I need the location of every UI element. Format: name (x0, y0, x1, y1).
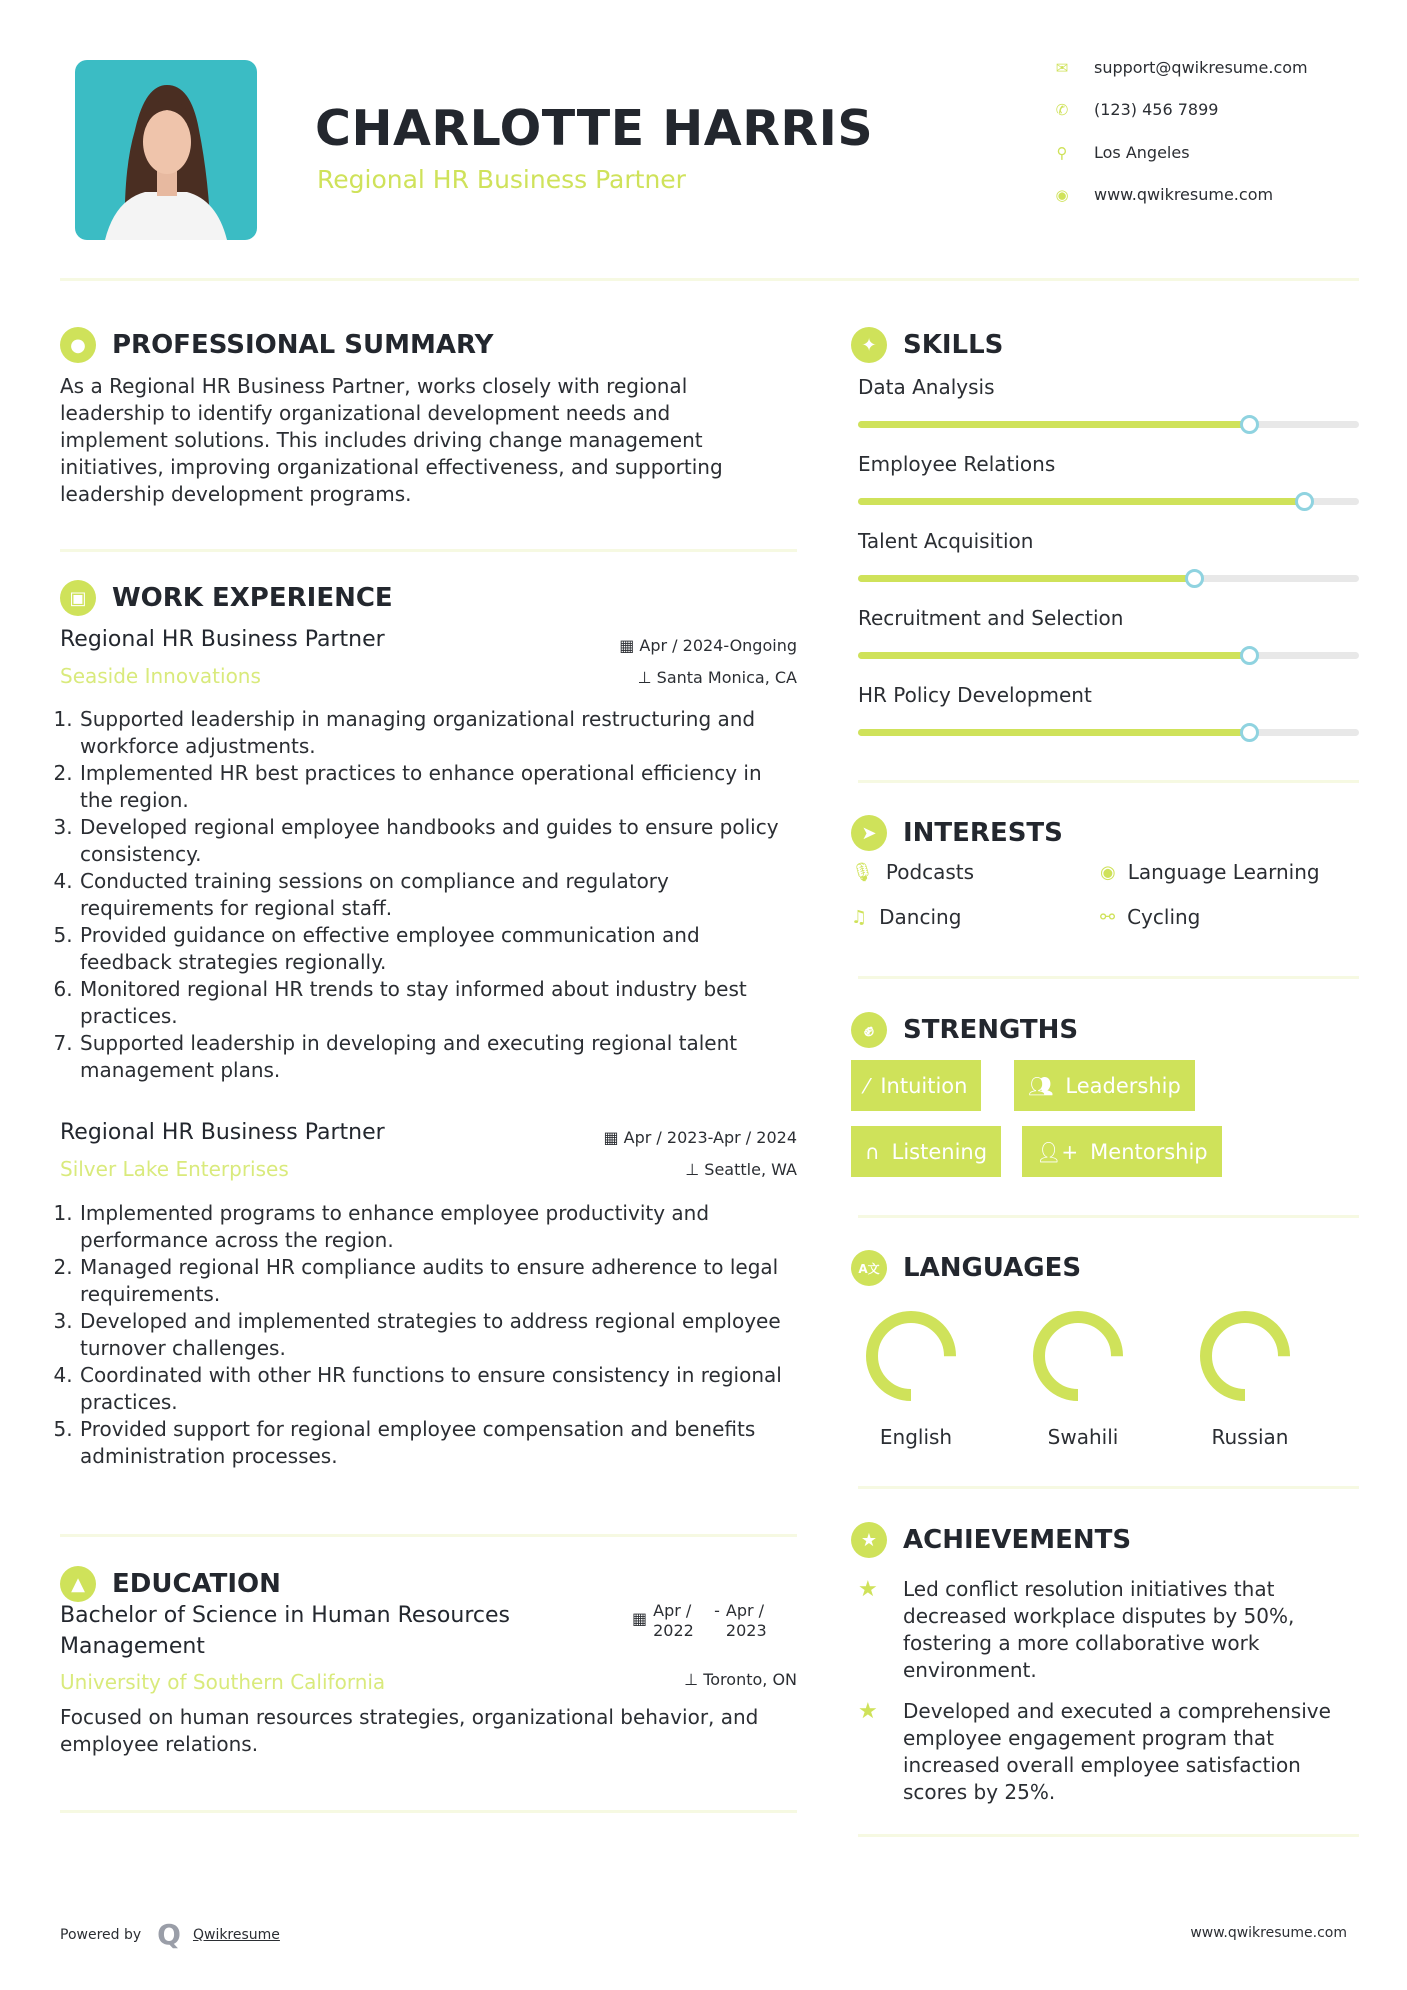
skill-label: HR Policy Development (858, 683, 1092, 707)
bullet-item: 4. Coordinated with other HR functions to ensure consistency in regional practices. (79, 1362, 797, 1416)
phone-icon: ✆ (1055, 100, 1069, 119)
language-label: English (879, 1425, 953, 1449)
contact-email[interactable] (1052, 58, 1308, 77)
skill-bar-knob (1240, 646, 1259, 665)
user-icon: ● (60, 327, 96, 363)
section-divider (858, 780, 1359, 783)
education-start: Apr / 2022 (653, 1601, 694, 1640)
paper-plane-icon: ➤ (851, 815, 887, 851)
envelope-icon: ✉ (1055, 58, 1069, 77)
map-pin-icon: ⚲ (1056, 143, 1068, 162)
language-ring (1028, 1306, 1128, 1406)
interest-label: Cycling (1127, 905, 1201, 929)
interest-label: Dancing (879, 905, 962, 929)
globe-icon: ◉ (1100, 861, 1116, 883)
briefcase-icon: ▣ (60, 580, 96, 616)
bullet-item: 1. Supported leadership in managing organizational restructuring and workforce adjustments. (79, 706, 797, 760)
job-location-text: Santa Monica, CA (656, 668, 797, 687)
bullet-item: 3. Developed regional employee handbooks and guides to ensure policy consistency. (79, 814, 797, 868)
bullet-item: 7. Supported leadership in developing and executing regional talent management plans. (79, 1030, 797, 1084)
education-dates (632, 1601, 781, 1641)
skill-bar-fill (858, 729, 1249, 736)
bullet-item: 2. Managed regional HR compliance audits to ensure adherence to legal requirements. (79, 1254, 797, 1308)
languages-heading-text: LANGUAGES (903, 1253, 1082, 1283)
skill-bar-fill (858, 575, 1194, 582)
lightbulb-icon: ✦ (851, 327, 887, 363)
pushpin-icon: ⊥ (637, 668, 657, 687)
interests-heading (851, 815, 1063, 851)
skill-bar-fill (858, 652, 1249, 659)
job-bullets (60, 1200, 797, 1470)
translate-icon: A文 (851, 1250, 887, 1286)
skill-label: Recruitment and Selection (858, 606, 1124, 630)
language-label: Swahili (1047, 1425, 1119, 1449)
job-location (638, 668, 797, 687)
skill-bar (858, 575, 1359, 582)
skill-bar-knob (1240, 723, 1259, 742)
education-location (684, 1670, 797, 1689)
contact-website[interactable] (1052, 185, 1273, 204)
star-badge-icon: ★ (851, 1522, 887, 1558)
skills-heading (851, 327, 1003, 363)
pushpin-icon: ⊥ (684, 1670, 704, 1689)
bullet-item: 1. Implemented programs to enhance employee productivity and performance across the region. (79, 1200, 797, 1254)
candidate-title: Regional HR Business Partner (317, 165, 686, 194)
education-location-text: Toronto, ON (703, 1670, 797, 1689)
calendar-icon: ▦ (603, 1128, 624, 1147)
graduation-icon: ▲ (60, 1566, 96, 1602)
section-divider (858, 1834, 1359, 1837)
section-divider (858, 976, 1359, 979)
globe-icon: ◉ (1055, 185, 1069, 204)
section-divider (60, 1810, 797, 1813)
section-divider (60, 1534, 797, 1537)
language-ring (861, 1306, 961, 1406)
contact-email-text: support@qwikresume.com (1094, 58, 1308, 77)
star-icon: ★ (858, 1699, 878, 1724)
education-heading-text: EDUCATION (112, 1569, 281, 1599)
skill-label: Talent Acquisition (858, 529, 1034, 553)
interest-item (851, 905, 961, 929)
qwikresume-logo-icon: Q (157, 1918, 181, 1951)
contact-phone-text: (123) 456 7899 (1094, 100, 1219, 119)
interest-item (1100, 905, 1200, 929)
interests-heading-text: INTERESTS (903, 818, 1063, 848)
strengths-heading (851, 1012, 1078, 1048)
language-ring-arc (1039, 1317, 1117, 1395)
profile-photo (75, 60, 257, 240)
achievements-heading-text: ACHIEVEMENTS (903, 1525, 1132, 1555)
bullet-item: 2. Implemented HR best practices to enhance operational efficiency in the region. (79, 760, 797, 814)
footer-url[interactable]: www.qwikresume.com (1190, 1925, 1347, 1941)
qwikresume-link[interactable]: Qwikresume (192, 1926, 280, 1943)
headphones-icon: ∩ (865, 1139, 880, 1164)
job-company: Seaside Innovations (60, 664, 261, 688)
language-label: Russian (1211, 1425, 1289, 1449)
job-dates (603, 1128, 797, 1147)
job-title: Regional HR Business Partner (60, 627, 385, 652)
contact-location-text: Los Angeles (1094, 143, 1190, 162)
star-icon: ★ (858, 1577, 878, 1602)
job-location (685, 1160, 797, 1179)
strength-chip (1022, 1126, 1222, 1177)
powered-by-text: Powered by (60, 1926, 142, 1943)
job-bullets (60, 706, 797, 1084)
calendar-icon: ▦ (632, 1609, 648, 1628)
degree: Bachelor of Science in Human Resources Management (60, 1603, 510, 1659)
pushpin-icon: ⊥ (685, 1160, 705, 1179)
skill-label: Data Analysis (858, 375, 995, 399)
strength-label: Leadership (1065, 1073, 1181, 1098)
contact-website-text: www.qwikresume.com (1094, 185, 1274, 204)
interest-item (851, 860, 974, 884)
achievement-item (858, 1698, 1358, 1806)
interest-label: Podcasts (885, 860, 975, 884)
users-icon: 👥︎ (1028, 1073, 1054, 1098)
candidate-name: CHARLOTTE HARRIS (315, 100, 874, 157)
language-ring-arc (1206, 1317, 1284, 1395)
skill-bar (858, 498, 1359, 505)
section-divider (60, 549, 797, 552)
calendar-icon: ▦ (619, 636, 640, 655)
skill-bar (858, 652, 1359, 659)
strengths-heading-text: STRENGTHS (903, 1015, 1079, 1045)
bullet-item: 5. Provided support for regional employee compensation and benefits administration processes. (79, 1416, 797, 1470)
skill-bar-fill (858, 421, 1249, 428)
job-company: Silver Lake Enterprises (60, 1157, 289, 1181)
skill-bar (858, 421, 1359, 428)
achievement-item (858, 1576, 1358, 1684)
section-divider (858, 1215, 1359, 1218)
skill-bar-fill (858, 498, 1304, 505)
summary-heading-text: PROFESSIONAL SUMMARY (112, 330, 494, 360)
contact-location (1052, 143, 1190, 162)
skill-label: Employee Relations (858, 452, 1056, 476)
job-dates-text: Apr / 2023-Apr / 2024 (623, 1128, 797, 1147)
achievements-heading (851, 1522, 1131, 1558)
date-separator: - (714, 1601, 720, 1620)
header-divider (60, 278, 1359, 281)
job-location-text: Seattle, WA (704, 1160, 797, 1179)
experience-heading-text: WORK EXPERIENCE (112, 583, 393, 613)
experience-heading (60, 580, 393, 616)
skill-bar (858, 729, 1359, 736)
bullet-item: 3. Developed and implemented strategies to address regional employee turnover challenges. (79, 1308, 797, 1362)
skill-bar-knob (1185, 569, 1204, 588)
music-note-icon: ♫ (851, 906, 868, 928)
bullet-item: 4. Conducted training sessions on compliance and regulatory requirements for regional staff. (79, 868, 797, 922)
language-ring-arc (872, 1317, 950, 1395)
strength-label: Listening (891, 1139, 988, 1164)
user-plus-icon: 👤︎+ (1036, 1139, 1079, 1164)
job-dates-text: Apr / 2024-Ongoing (639, 636, 797, 655)
job-title: Regional HR Business Partner (60, 1120, 385, 1145)
strength-chip (1014, 1060, 1195, 1111)
languages-heading (851, 1250, 1081, 1286)
bullet-item: 6. Monitored regional HR trends to stay informed about industry best practices. (79, 976, 797, 1030)
magic-wand-icon: ⁄ (865, 1073, 869, 1098)
microphone-icon: 🎙︎ (851, 861, 874, 883)
footer-powered-by (60, 1918, 280, 1951)
achievement-text: Led conflict resolution initiatives that decreased workplace disputes by 50%, fostering a more collaborative work environment. (903, 1577, 1295, 1682)
bullet-item: 5. Provided guidance on effective employee communication and feedback strategies regionally. (79, 922, 797, 976)
language-ring (1195, 1306, 1295, 1406)
school: University of Southern California (60, 1670, 386, 1694)
contact-phone (1052, 100, 1218, 119)
summary-heading (60, 327, 493, 363)
skill-bar-knob (1295, 492, 1314, 511)
skills-heading-text: SKILLS (903, 330, 1004, 360)
section-divider (858, 1486, 1359, 1489)
education-end: Apr / 2023 (725, 1601, 767, 1640)
achievement-text: Developed and executed a comprehensive employee engagement program that increased overall employee satisfaction scores by 25%. (903, 1699, 1331, 1804)
strength-chip (851, 1126, 1001, 1177)
education-heading (60, 1566, 281, 1602)
strength-label: Intuition (880, 1073, 968, 1098)
interest-label: Language Learning (1127, 860, 1320, 884)
strength-chip (851, 1060, 981, 1111)
skill-bar-knob (1240, 415, 1259, 434)
education-description: Focused on human resources strategies, organizational behavior, and employee relations. (60, 1705, 759, 1756)
strength-label: Mentorship (1090, 1139, 1208, 1164)
summary-text: As a Regional HR Business Partner, works closely with regional leadership to identify organizational development needs and implement solutions. This includes driving change management initiatives, improving organizational effectiveness, and supporting leadership development programs. (60, 374, 723, 506)
bicycle-icon: ⚯ (1100, 906, 1116, 928)
interest-item (1100, 860, 1320, 884)
fist-icon: ✊︎ (851, 1012, 887, 1048)
job-dates (619, 636, 797, 655)
